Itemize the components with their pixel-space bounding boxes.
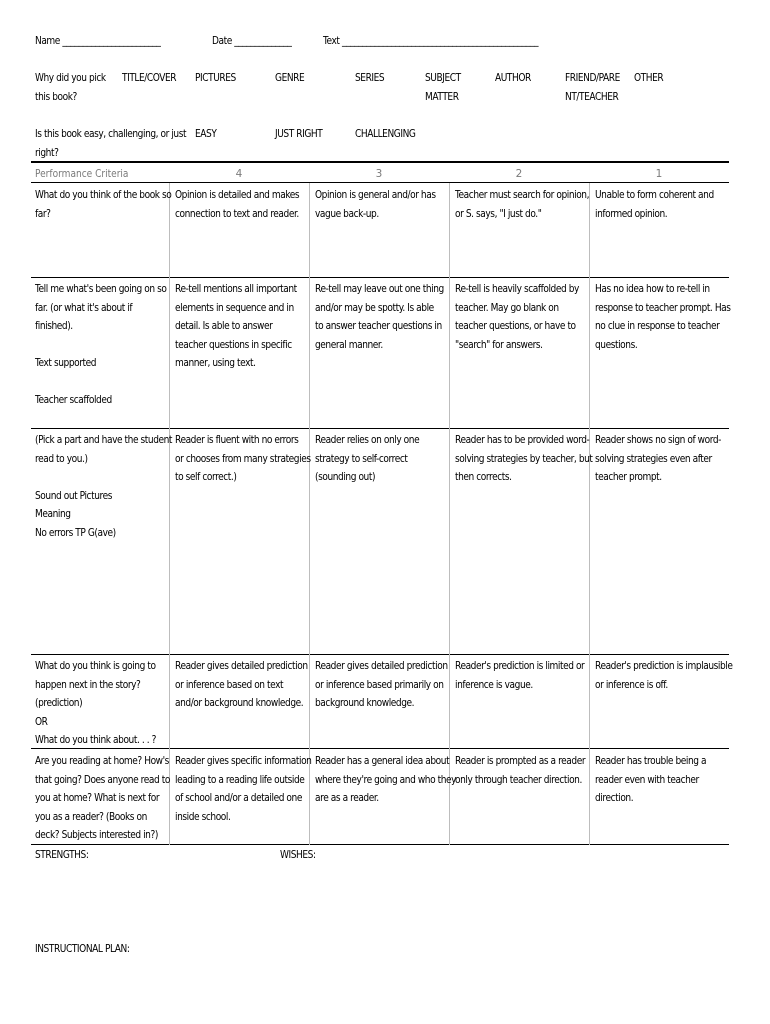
table-header-rule bbox=[31, 182, 729, 183]
row-prediction-score-3: Reader gives detailed prediction or inference based primarily on background knowledge. bbox=[315, 660, 448, 709]
score-header-3: 3 bbox=[375, 168, 383, 180]
option-series: SERIES bbox=[355, 72, 385, 84]
option-pictures: PICTURES bbox=[195, 72, 236, 84]
row-divider bbox=[31, 277, 729, 278]
column-divider bbox=[449, 183, 450, 845]
column-divider bbox=[309, 183, 310, 845]
text-field-label: Text ________________________________________________ bbox=[323, 35, 539, 47]
table-top-rule bbox=[31, 161, 729, 163]
option-author: AUTHOR bbox=[495, 72, 531, 84]
row-retell-score-1: Has no idea how to re-tell in response to teacher prompt. Has no clue in response to teacher questions. bbox=[595, 283, 731, 351]
option-title-cover: TITLE/COVER bbox=[122, 72, 177, 84]
why-pick-question: Why did you pick this book? bbox=[35, 72, 106, 103]
row-reading-life-score-1: Reader has trouble being a reader even with teacher direction. bbox=[595, 755, 707, 804]
column-divider bbox=[589, 183, 590, 845]
row-opinion-score-3: Opinion is general and/or has vague back-up. bbox=[315, 189, 436, 220]
option-just-right: JUST RIGHT bbox=[275, 128, 323, 140]
row-prediction-score-4: Reader gives detailed prediction or inference based on text and/or background knowledge. bbox=[175, 660, 308, 709]
row-reading-life-criteria: Are you reading at home? How's that going? Does anyone read to you at home? What is next for you as a reader? (Books on deck? Subjects interested in?) bbox=[35, 755, 170, 841]
row-divider bbox=[31, 428, 729, 429]
row-opinion-score-4: Opinion is detailed and makes connection to text and reader. bbox=[175, 189, 300, 220]
row-opinion-score-1: Unable to form coherent and informed opinion. bbox=[595, 189, 714, 220]
row-opinion-criteria: What do you think of the book so far? bbox=[35, 189, 172, 220]
row-prediction-score-1: Reader's prediction is implausible or inference is off. bbox=[595, 660, 733, 691]
wishes-label: WISHES: bbox=[280, 849, 316, 861]
row-opinion-score-2: Teacher must search for opinion, or S. says, "I just do." bbox=[455, 189, 590, 220]
score-header-4: 4 bbox=[235, 168, 243, 180]
row-prediction-score-2: Reader's prediction is limited or inference is vague. bbox=[455, 660, 585, 691]
option-easy: EASY bbox=[195, 128, 217, 140]
date-field-label: Date ______________ bbox=[212, 35, 292, 47]
score-header-2: 2 bbox=[515, 168, 523, 180]
option-other: OTHER bbox=[634, 72, 664, 84]
strengths-label: STRENGTHS: bbox=[35, 849, 89, 861]
option-friend-parent-teacher: FRIEND/PARE NT/TEACHER bbox=[565, 72, 620, 103]
option-challenging: CHALLENGING bbox=[355, 128, 416, 140]
row-fluency-criteria: (Pick a part and have the student read to you.) Sound out Pictures Meaning No errors TP G(ave) bbox=[35, 434, 173, 539]
row-reading-life-score-2: Reader is prompted as a reader only through teacher direction. bbox=[455, 755, 586, 786]
row-fluency-score-2: Reader has to be provided word- solving strategies by teacher, but then corrects. bbox=[455, 434, 593, 483]
option-genre: GENRE bbox=[275, 72, 305, 84]
difficulty-question: Is this book easy, challenging, or just right? bbox=[35, 128, 187, 159]
instructional-plan-label: INSTRUCTIONAL PLAN: bbox=[35, 943, 130, 955]
row-retell-score-4: Re-tell mentions all important elements in sequence and in detail. Is able to answer teacher questions in specific manner, using text. bbox=[175, 283, 297, 369]
row-divider bbox=[31, 654, 729, 655]
option-subject-matter: SUBJECT MATTER bbox=[425, 72, 461, 103]
row-retell-score-2: Re-tell is heavily scaffolded by teacher. May go blank on teacher questions, or have to "search" for answers. bbox=[455, 283, 579, 351]
row-retell-score-3: Re-tell may leave out one thing and/or may be spotty. Is able to answer teacher questions in general manner. bbox=[315, 283, 444, 351]
row-fluency-score-1: Reader shows no sign of word- solving strategies even after teacher prompt. bbox=[595, 434, 721, 483]
row-prediction-criteria: What do you think is going to happen next in the story? (prediction) OR What do you think about. . . ? bbox=[35, 660, 156, 746]
row-reading-life-score-4: Reader gives specific information leading to a reading life outside of school and/or a detailed one inside school. bbox=[175, 755, 312, 823]
row-fluency-score-3: Reader relies on only one strategy to self-correct (sounding out) bbox=[315, 434, 420, 483]
score-header-1: 1 bbox=[655, 168, 663, 180]
name-field-label: Name ________________________ bbox=[35, 35, 161, 47]
row-retell-criteria: Tell me what's been going on so far. (or what it's about if finished). Text supported Teacher scaffolded bbox=[35, 283, 167, 406]
criteria-header: Performance Criteria bbox=[35, 168, 129, 180]
row-fluency-score-4: Reader is fluent with no errors or chooses from many strategies to self correct.) bbox=[175, 434, 311, 483]
row-reading-life-score-3: Reader has a general idea about where they're going and who they are as a reader. bbox=[315, 755, 457, 804]
